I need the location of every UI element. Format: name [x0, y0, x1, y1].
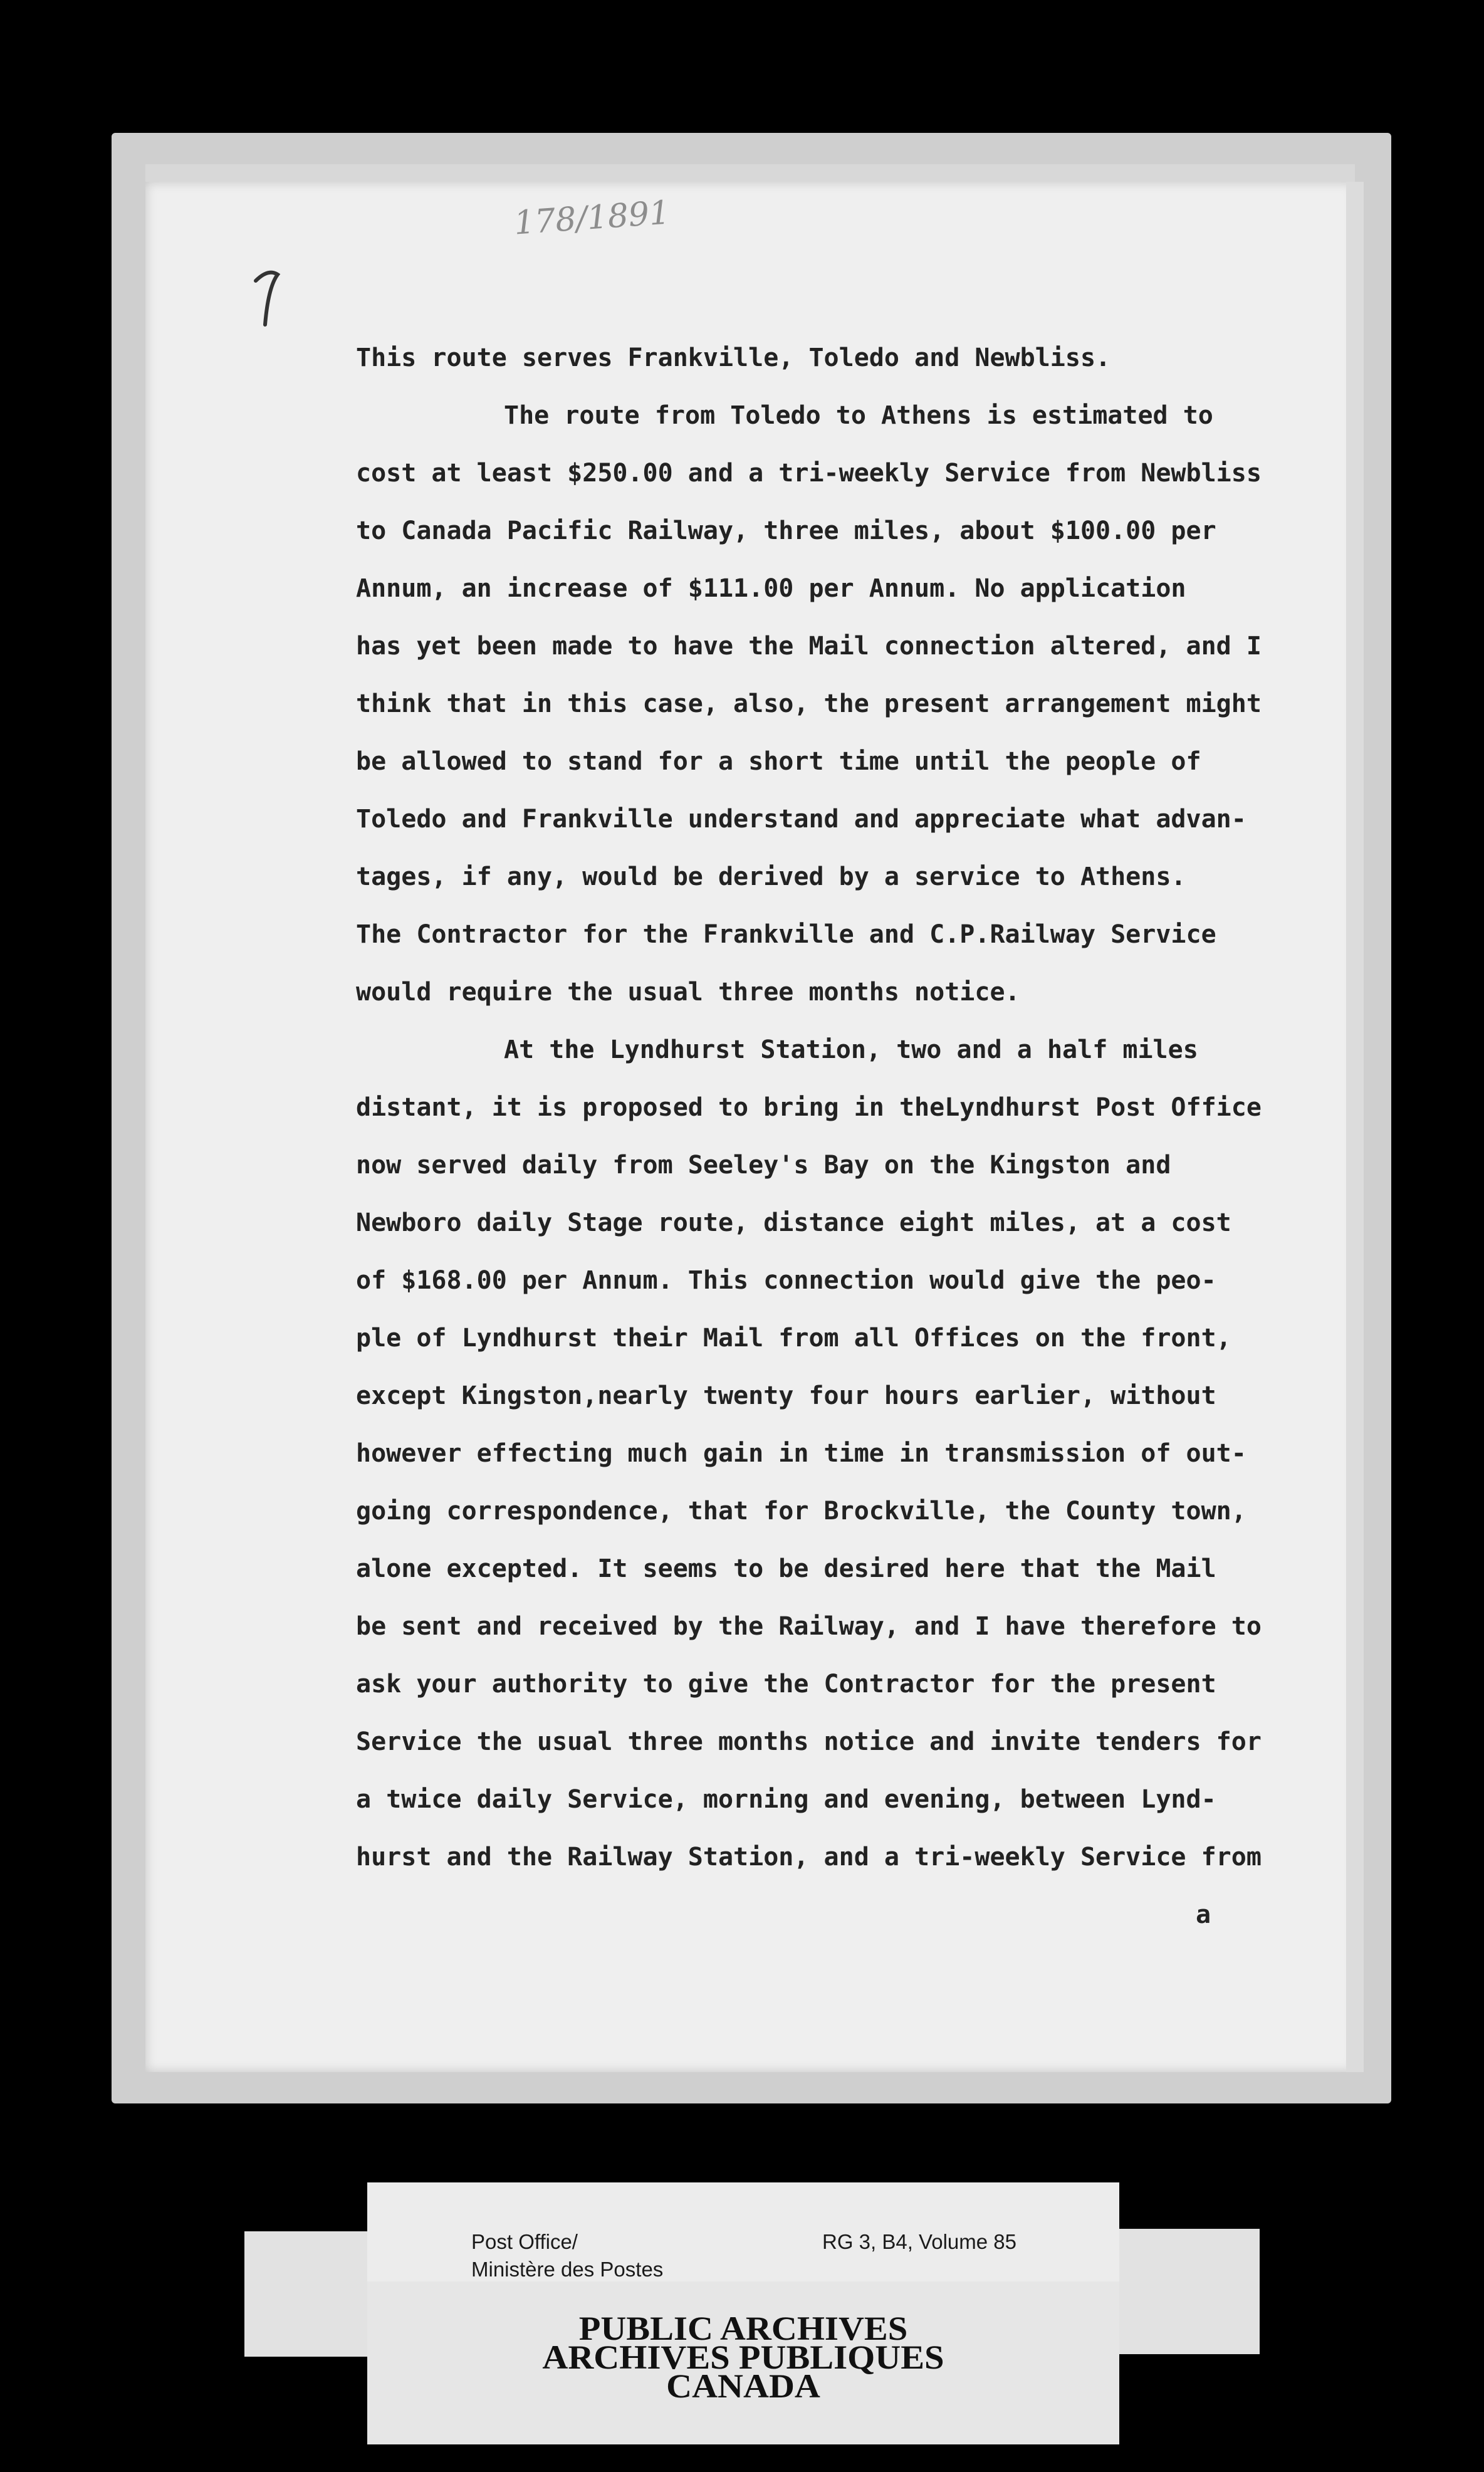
archive-reference: RG 3, B4, Volume 85	[822, 2230, 1017, 2253]
text-line: Service the usual three months notice and invite tenders for	[356, 1727, 1262, 1756]
text-line: ask your authority to give the Contractor for the present	[356, 1670, 1216, 1699]
text-line: now served daily from Seeley's Bay on the Kingston and	[356, 1151, 1171, 1180]
archive-name-fr: ARCHIVES PUBLIQUES	[542, 2338, 944, 2376]
margin-note: 178/1891	[513, 194, 671, 243]
text-line: This route serves Frankville, Toledo and Newbliss.	[356, 343, 1111, 372]
document-body	[356, 329, 1271, 1886]
text-line: ple of Lyndhurst their Mail from all Offices on the front,	[356, 1324, 1231, 1353]
department-fr: Ministère des Postes	[471, 2258, 664, 2281]
text-line: At the Lyndhurst Station, two and a half miles	[504, 1035, 1198, 1064]
catchword: a	[1196, 1900, 1211, 1929]
text-line: a twice daily Service, morning and evening, between Lynd-	[356, 1785, 1216, 1814]
text-line: be allowed to stand for a short time until the people of	[356, 747, 1201, 776]
text-line: going correspondence, that for Brockville, the County town,	[356, 1497, 1246, 1526]
text-line: of $168.00 per Annum. This connection would give the peo-	[356, 1266, 1216, 1295]
text-line: distant, it is proposed to bring in theLyndhurst Post Office	[356, 1093, 1262, 1122]
text-line: cost at least $250.00 and a tri-weekly Service from Newbliss	[356, 459, 1262, 488]
text-line: would require the usual three months notice.	[356, 978, 1020, 1007]
pen-mark-icon	[249, 262, 293, 331]
text-line: Annum, an increase of $111.00 per Annum. No application	[356, 574, 1186, 603]
text-line: Toledo and Frankville understand and appreciate what advan-	[356, 805, 1246, 834]
page-right-edge	[1346, 182, 1364, 2072]
archive-stamp	[348, 2310, 1138, 2405]
text-line: The Contractor for the Frankville and C.P.Railway Service	[356, 920, 1216, 949]
text-line: except Kingston,nearly twenty four hours earlier, without	[356, 1381, 1216, 1410]
text-line: The route from Toledo to Athens is estimated to	[504, 401, 1213, 430]
page-top-edge	[145, 164, 1355, 183]
archive-country: CANADA	[666, 2367, 820, 2405]
department-en: Post Office/	[471, 2230, 578, 2253]
text-line: hurst and the Railway Station, and a tri-weekly Service from	[356, 1843, 1262, 1872]
text-line: Newboro daily Stage route, distance eight miles, at a cost	[356, 1208, 1231, 1237]
text-line: tages, if any, would be derived by a service to Athens.	[356, 862, 1186, 891]
text-line: be sent and received by the Railway, and I have therefore to	[356, 1612, 1262, 1641]
archive-name-en: PUBLIC ARCHIVES	[578, 2310, 908, 2347]
text-line: however effecting much gain in time in transmission of out-	[356, 1439, 1246, 1468]
text-line: has yet been made to have the Mail connection altered, and I	[356, 632, 1262, 661]
text-line: to Canada Pacific Railway, three miles, about $100.00 per	[356, 516, 1216, 545]
text-line: alone excepted. It seems to be desired here that the Mail	[356, 1554, 1216, 1583]
text-line: think that in this case, also, the present arrangement might	[356, 689, 1262, 718]
